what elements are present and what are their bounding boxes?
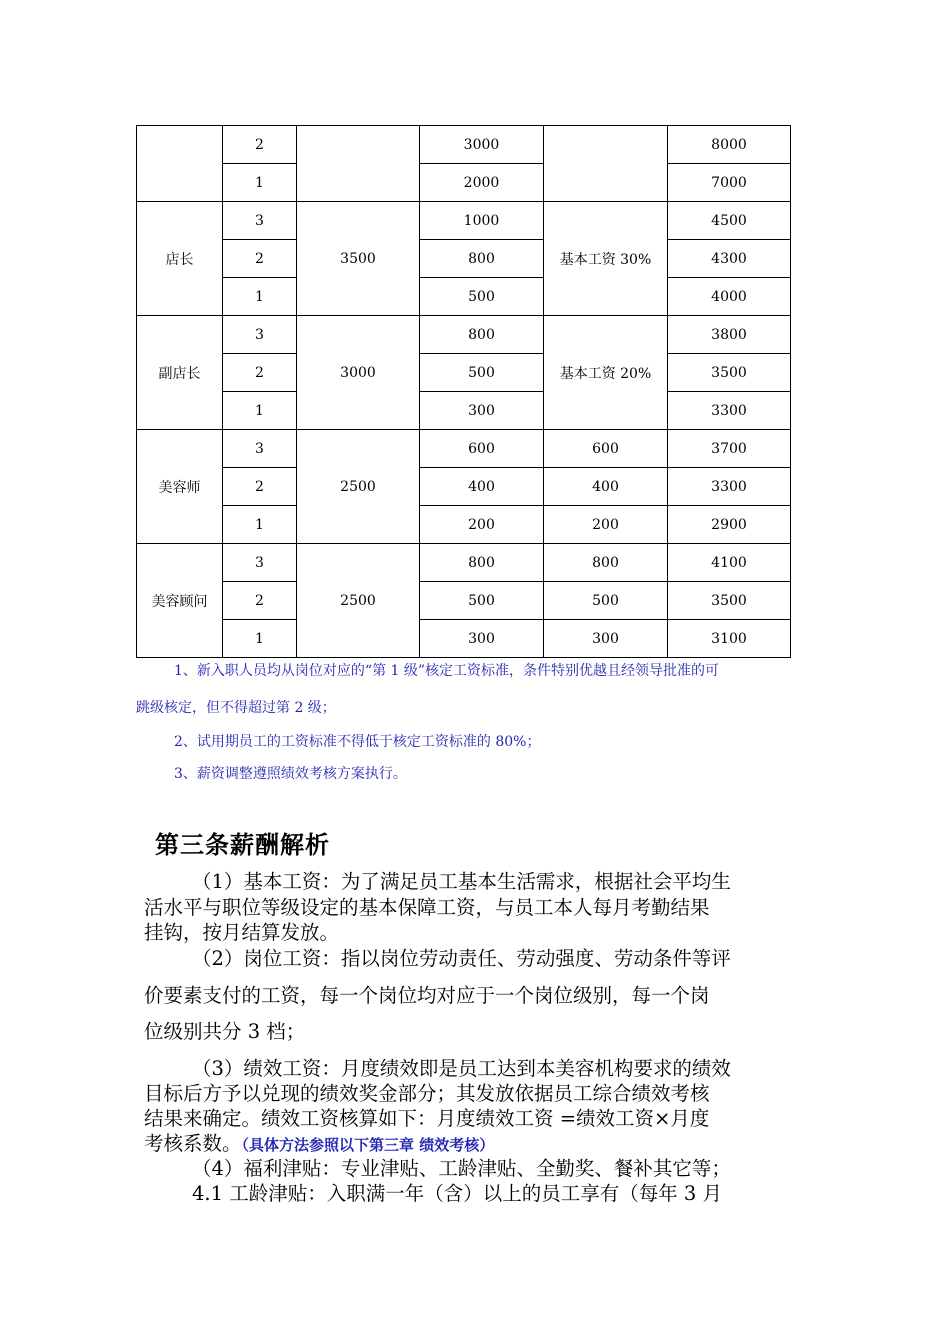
level-cell: 1 [223,392,297,430]
total-cell: 4300 [668,240,791,278]
total-cell: 3300 [668,392,791,430]
paragraph-line [144,1128,494,1156]
paragraph-line: （2）岗位工资：指以岗位劳动责任、劳动强度、劳动条件等评 [192,947,731,970]
table-row [137,278,791,316]
base-salary-cell: 2500 [297,430,420,544]
position-cell: 美容师 [137,430,223,544]
total-cell: 3500 [668,582,791,620]
performance-cell: 200 [544,506,668,544]
performance-cell: 基本工资 30% [544,202,668,316]
performance-cell [544,126,668,202]
post-salary-cell: 800 [420,316,544,354]
level-cell: 1 [223,506,297,544]
post-salary-cell: 1000 [420,202,544,240]
note-1-line-2: 跳级核定，但不得超过第 2 级； [136,700,336,716]
paragraph-line: （4）福利津贴：专业津贴、工龄津贴、全勤奖、餐补其它等； [192,1157,731,1180]
total-cell: 3500 [668,354,791,392]
level-cell: 1 [223,620,297,658]
total-cell: 3700 [668,430,791,468]
post-salary-cell: 200 [420,506,544,544]
performance-cell: 800 [544,544,668,582]
post-salary-cell: 600 [420,430,544,468]
section-heading: 第三条薪酬解析 [155,831,330,859]
post-salary-cell: 500 [420,354,544,392]
position-cell: 美容顾问 [137,544,223,658]
paragraph-line: 目标后方予以兑现的绩效奖金部分；其发放依据员工综合绩效考核 [144,1082,710,1105]
level-cell: 2 [223,354,297,392]
post-salary-cell: 300 [420,392,544,430]
post-salary-cell: 500 [420,582,544,620]
table-row [137,354,791,392]
total-cell: 3100 [668,620,791,658]
total-cell: 3800 [668,316,791,354]
note-3: 3、薪资调整遵照绩效考核方案执行。 [174,766,407,782]
paragraph-line: （1）基本工资：为了满足员工基本生活需求，根据社会平均生 [192,870,731,893]
level-cell: 2 [223,582,297,620]
total-cell: 8000 [668,126,791,164]
note-1-line-1: 1、新入职人员均从岗位对应的“第 1 级”核定工资标准，条件特别优越且经领导批准的可 [174,663,720,679]
total-cell: 4500 [668,202,791,240]
level-cell: 3 [223,544,297,582]
total-cell: 7000 [668,164,791,202]
salary-table [136,125,791,658]
performance-cell: 300 [544,620,668,658]
base-salary-cell: 3000 [297,316,420,430]
table-row [137,202,791,240]
table-row [137,126,791,164]
total-cell: 3300 [668,468,791,506]
table-row [137,468,791,506]
reference-note: （具体方法参照以下第三章 绩效考核） [241,1136,495,1154]
position-cell [137,126,223,202]
paragraph-line: 挂钩，按月结算发放。 [144,921,340,944]
performance-cell: 基本工资 20% [544,316,668,430]
table-row [137,544,791,582]
note-2: 2、试用期员工的工资标准不得低于核定工资标准的 80%； [174,734,541,750]
total-cell: 4000 [668,278,791,316]
post-salary-cell: 2000 [420,164,544,202]
total-cell: 2900 [668,506,791,544]
performance-cell: 400 [544,468,668,506]
paragraph-line: 活水平与职位等级设定的基本保障工资，与员工本人每月考勤结果 [144,896,710,919]
level-cell: 3 [223,202,297,240]
performance-cell: 500 [544,582,668,620]
base-salary-cell [297,126,420,202]
total-cell: 4100 [668,544,791,582]
post-salary-cell: 800 [420,240,544,278]
paragraph-line: 结果来确定。绩效工资核算如下：月度绩效工资 =绩效工资×月度 [144,1107,710,1130]
level-cell: 2 [223,126,297,164]
level-cell: 1 [223,164,297,202]
table-row [137,240,791,278]
paragraph-line: 4.1 工龄津贴：入职满一年（含）以上的员工享有（每年 3 月 [192,1182,723,1205]
post-salary-cell: 3000 [420,126,544,164]
level-cell: 2 [223,468,297,506]
paragraph-line: 价要素支付的工资，每一个岗位均对应于一个岗位级别，每一个岗 [144,984,710,1007]
table-row [137,506,791,544]
level-cell: 3 [223,430,297,468]
level-cell: 2 [223,240,297,278]
post-salary-cell: 400 [420,468,544,506]
table-row [137,164,791,202]
paragraph-text: 考核系数。 [144,1132,242,1155]
table-row [137,430,791,468]
position-cell: 店长 [137,202,223,316]
post-salary-cell: 800 [420,544,544,582]
table-row [137,582,791,620]
post-salary-cell: 500 [420,278,544,316]
base-salary-cell: 3500 [297,202,420,316]
base-salary-cell: 2500 [297,544,420,658]
table-row [137,620,791,658]
level-cell: 1 [223,278,297,316]
table-row [137,392,791,430]
paragraph-line: 位级别共分 3 档； [144,1020,306,1043]
position-cell: 副店长 [137,316,223,430]
post-salary-cell: 300 [420,620,544,658]
paragraph-line: （3）绩效工资：月度绩效即是员工达到本美容机构要求的绩效 [192,1057,731,1080]
performance-cell: 600 [544,430,668,468]
level-cell: 3 [223,316,297,354]
table-row [137,316,791,354]
